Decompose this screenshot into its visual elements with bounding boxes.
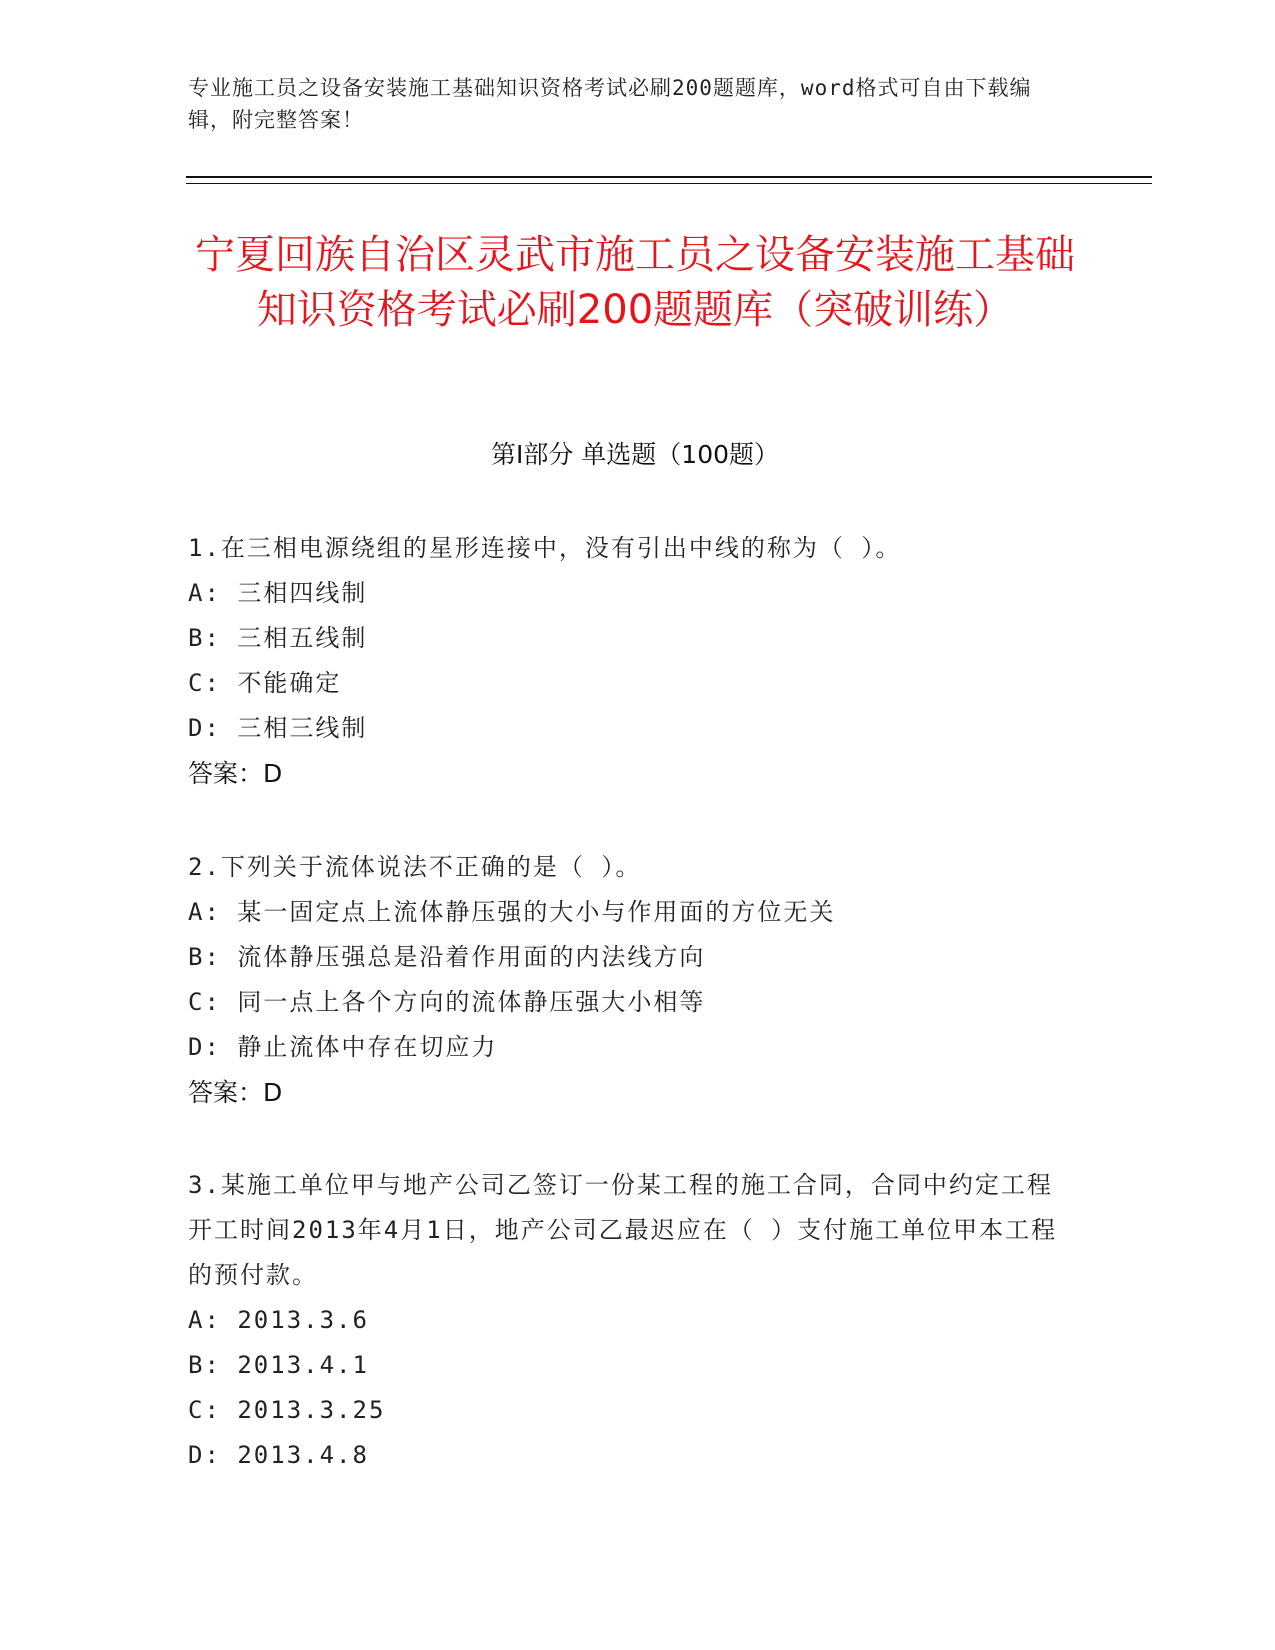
header-note: 专业施工员之设备安装施工基础知识资格考试必刷200题题库，word格式可自由下载编辑，附完整答案！ <box>188 76 1032 132</box>
question-1 <box>188 526 1068 796</box>
question-stem: 1.在三相电源绕组的星形连接中，没有引出中线的称为（ ）。 <box>188 534 902 562</box>
option-c: C: 同一点上各个方向的流体静压强大小相等 <box>188 988 706 1016</box>
part-heading: 第I部分 单选题（100题） <box>490 440 780 469</box>
question-3 <box>188 1163 1068 1478</box>
option-c: C: 2013.3.25 <box>188 1396 386 1424</box>
option-b: B: 三相五线制 <box>188 624 368 652</box>
option-a: A: 某一固定点上流体静压强的大小与作用面的方位无关 <box>188 898 836 926</box>
question-stem: 2.下列关于流体说法不正确的是（ ）。 <box>188 853 642 881</box>
option-b: B: 2013.4.1 <box>188 1351 369 1379</box>
question-2 <box>188 845 1068 1115</box>
option-a: A: 2013.3.6 <box>188 1306 369 1334</box>
header-rule-thin <box>186 183 1152 184</box>
header-rule-thick <box>186 176 1152 178</box>
answer: 答案：D <box>188 1078 283 1107</box>
option-a: A: 三相四线制 <box>188 579 368 607</box>
option-c: C: 不能确定 <box>188 669 342 697</box>
option-d: D: 2013.4.8 <box>188 1441 369 1469</box>
option-d: D: 三相三线制 <box>188 714 368 742</box>
answer: 答案：D <box>188 759 283 788</box>
document-title: 宁夏回族自治区灵武市施工员之设备安装施工基础知识资格考试必刷200题题库（突破训练） <box>195 232 1075 333</box>
question-stem: 3.某施工单位甲与地产公司乙签订一份某工程的施工合同，合同中约定工程开工时间2013年4月1日，地产公司乙最迟应在（ ）支付施工单位甲本工程的预付款。 <box>188 1171 1058 1289</box>
option-d: D: 静止流体中存在切应力 <box>188 1033 498 1061</box>
option-b: B: 流体静压强总是沿着作用面的内法线方向 <box>188 943 706 971</box>
